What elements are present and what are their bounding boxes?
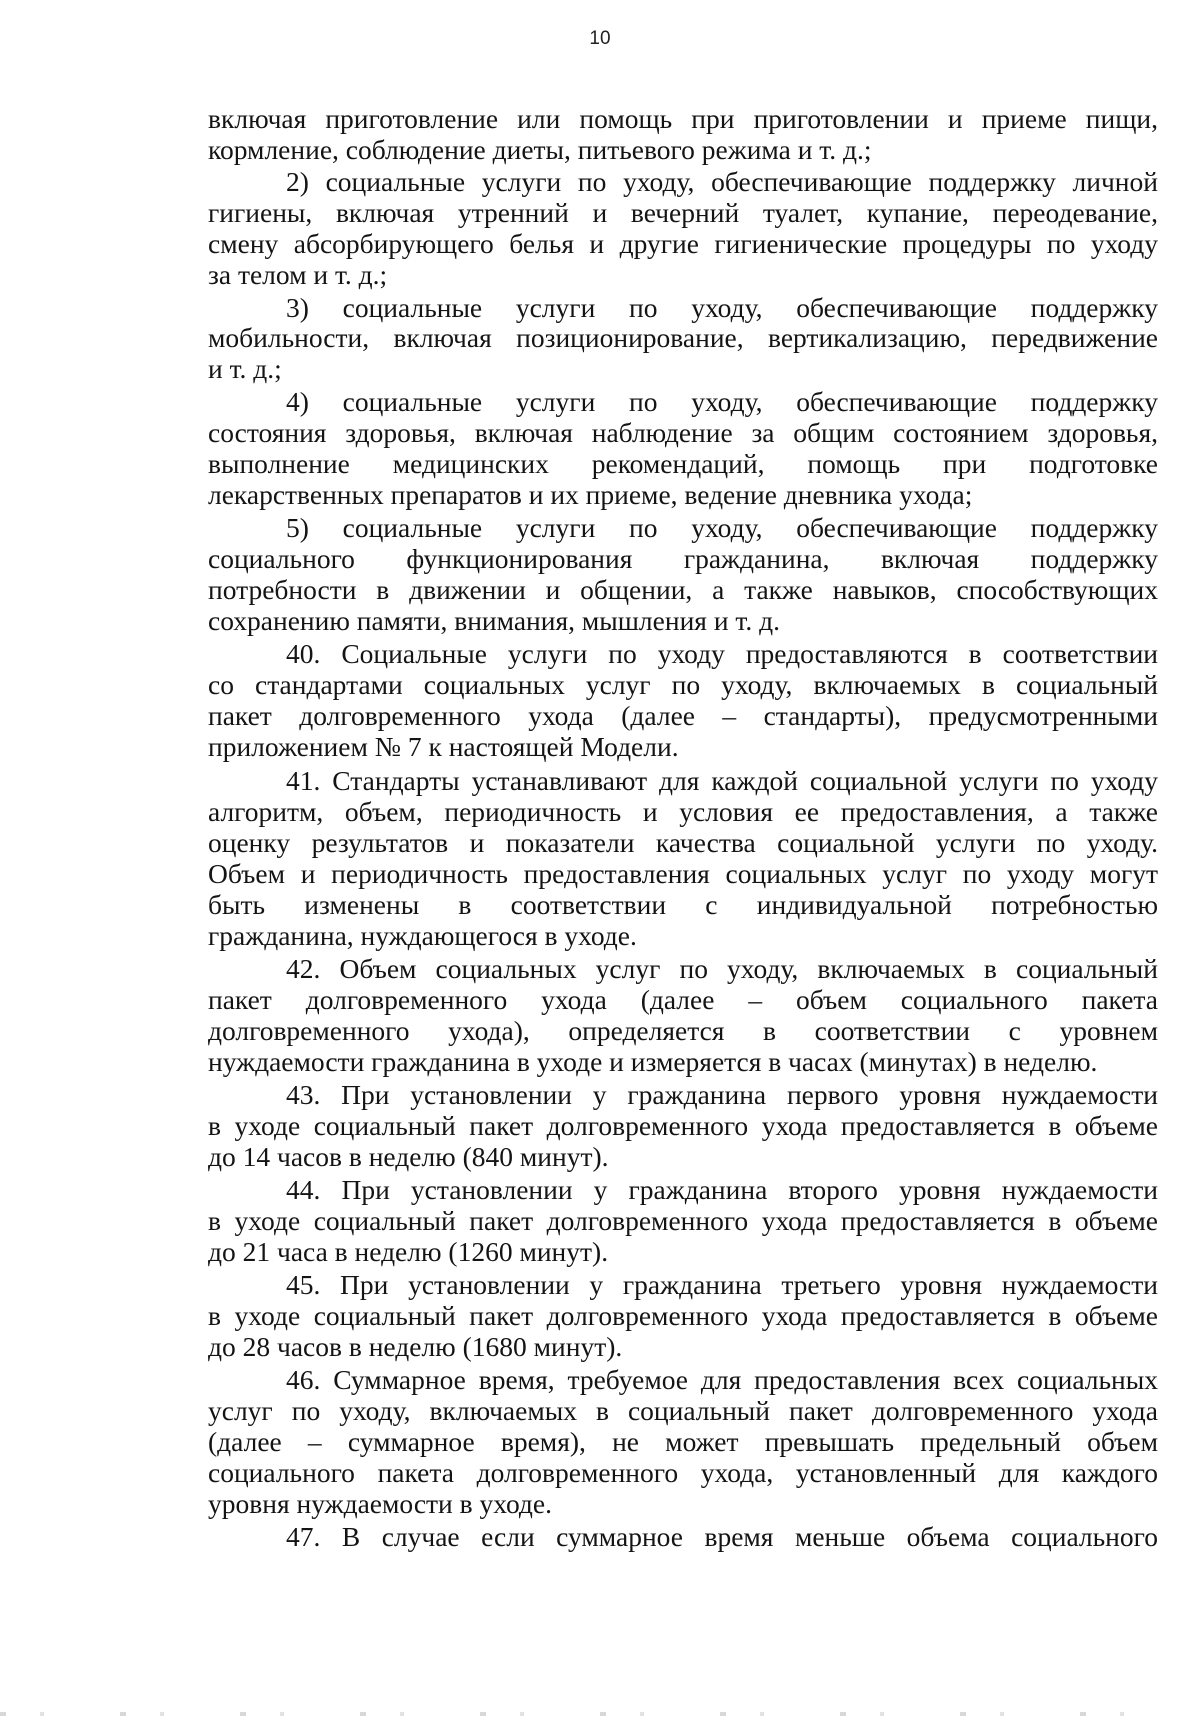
text-line: 45. При установлении у гражданина третьего уровня нуждаемости (286, 1269, 1158, 1300)
text-line: пакет долговременного ухода (далее – объем социального пакета (208, 984, 1158, 1015)
text-line: кормление, соблюдение диеты, питьевого режима и т. д.; (208, 134, 872, 165)
text-line: состояния здоровья, включая наблюдение за общим состоянием здоровья, (208, 417, 1158, 448)
text-line: включая приготовление или помощь при приготовлении и приеме пищи, (208, 103, 1158, 134)
text-line: 4) социальные услуги по уходу, обеспечивающие поддержку (286, 386, 1158, 417)
text-line: приложением № 7 к настоящей Модели. (208, 731, 679, 762)
text-line: выполнение медицинских рекомендаций, помощь при подготовке (208, 448, 1158, 479)
text-line: мобильности, включая позиционирование, вертикализацию, передвижение (208, 322, 1158, 353)
text-line: социального пакета долговременного ухода, установленный для каждого (208, 1457, 1158, 1488)
text-line: смену абсорбирующего белья и другие гигиенические процедуры по уходу (208, 228, 1158, 259)
text-line: социального функционирования гражданина, включая поддержку (208, 543, 1158, 574)
text-line: гигиены, включая утренний и вечерний туалет, купание, переодевание, (208, 197, 1158, 228)
text-line: 2) социальные услуги по уходу, обеспечивающие поддержку личной (286, 166, 1158, 197)
text-line: потребности в движении и общении, а также навыков, способствующих (208, 574, 1158, 605)
text-line: нуждаемости гражданина в уходе и измеряется в часах (минутах) в неделю. (208, 1046, 1098, 1077)
text-line: 44. При установлении у гражданина второго уровня нуждаемости (286, 1174, 1158, 1205)
text-line: 40. Социальные услуги по уходу предоставляются в соответствии (286, 638, 1158, 669)
text-line: 5) социальные услуги по уходу, обеспечивающие поддержку (286, 512, 1158, 543)
page-number: 10 (589, 28, 611, 49)
text-line: пакет долговременного ухода (далее – стандарты), предусмотренными (208, 700, 1158, 731)
text-line: 42. Объем социальных услуг по уходу, включаемых в социальный (286, 953, 1158, 984)
text-line: за телом и т. д.; (208, 259, 388, 290)
text-line: и т. д.; (208, 353, 282, 384)
text-line: алгоритм, объем, периодичность и условия ее предоставления, а также (208, 796, 1158, 827)
text-line: до 28 часов в неделю (1680 минут). (208, 1331, 623, 1362)
text-line: оценку результатов и показатели качества социальной услуги по уходу. (208, 827, 1158, 858)
text-line: 3) социальные услуги по уходу, обеспечивающие поддержку (286, 292, 1158, 323)
text-line: быть изменены в соответствии с индивидуальной потребностью (208, 889, 1158, 920)
text-line: в уходе социальный пакет долговременного ухода предоставляется в объеме (208, 1205, 1158, 1236)
text-line: уровня нуждаемости в уходе. (208, 1488, 552, 1519)
text-line: Объем и периодичность предоставления социальных услуг по уходу могут (208, 858, 1158, 889)
text-line: 43. При установлении у гражданина первого уровня нуждаемости (286, 1079, 1158, 1110)
text-line: 46. Суммарное время, требуемое для предоставления всех социальных (286, 1364, 1158, 1395)
text-line: услуг по уходу, включаемых в социальный пакет долговременного ухода (208, 1395, 1158, 1426)
text-line: лекарственных препаратов и их приеме, ведение дневника ухода; (208, 479, 973, 510)
text-line: в уходе социальный пакет долговременного ухода предоставляется в объеме (208, 1300, 1158, 1331)
text-line: сохранению памяти, внимания, мышления и т. д. (208, 605, 780, 636)
scan-edge-artifact (0, 1712, 1200, 1716)
text-line: со стандартами социальных услуг по уходу, включаемых в социальный (208, 669, 1158, 700)
text-line: до 14 часов в неделю (840 минут). (208, 1141, 609, 1172)
text-line: 41. Стандарты устанавливают для каждой социальной услуги по уходу (286, 765, 1158, 796)
text-line: долговременного ухода), определяется в соответствии с уровнем (208, 1015, 1158, 1046)
text-line: до 21 часа в неделю (1260 минут). (208, 1236, 609, 1267)
text-line: (далее – суммарное время), не может превышать предельный объем (208, 1426, 1158, 1457)
text-line: 47. В случае если суммарное время меньше объема социального (286, 1521, 1158, 1552)
text-line: в уходе социальный пакет долговременного ухода предоставляется в объеме (208, 1110, 1158, 1141)
text-line: гражданина, нуждающегося в уходе. (208, 920, 637, 951)
